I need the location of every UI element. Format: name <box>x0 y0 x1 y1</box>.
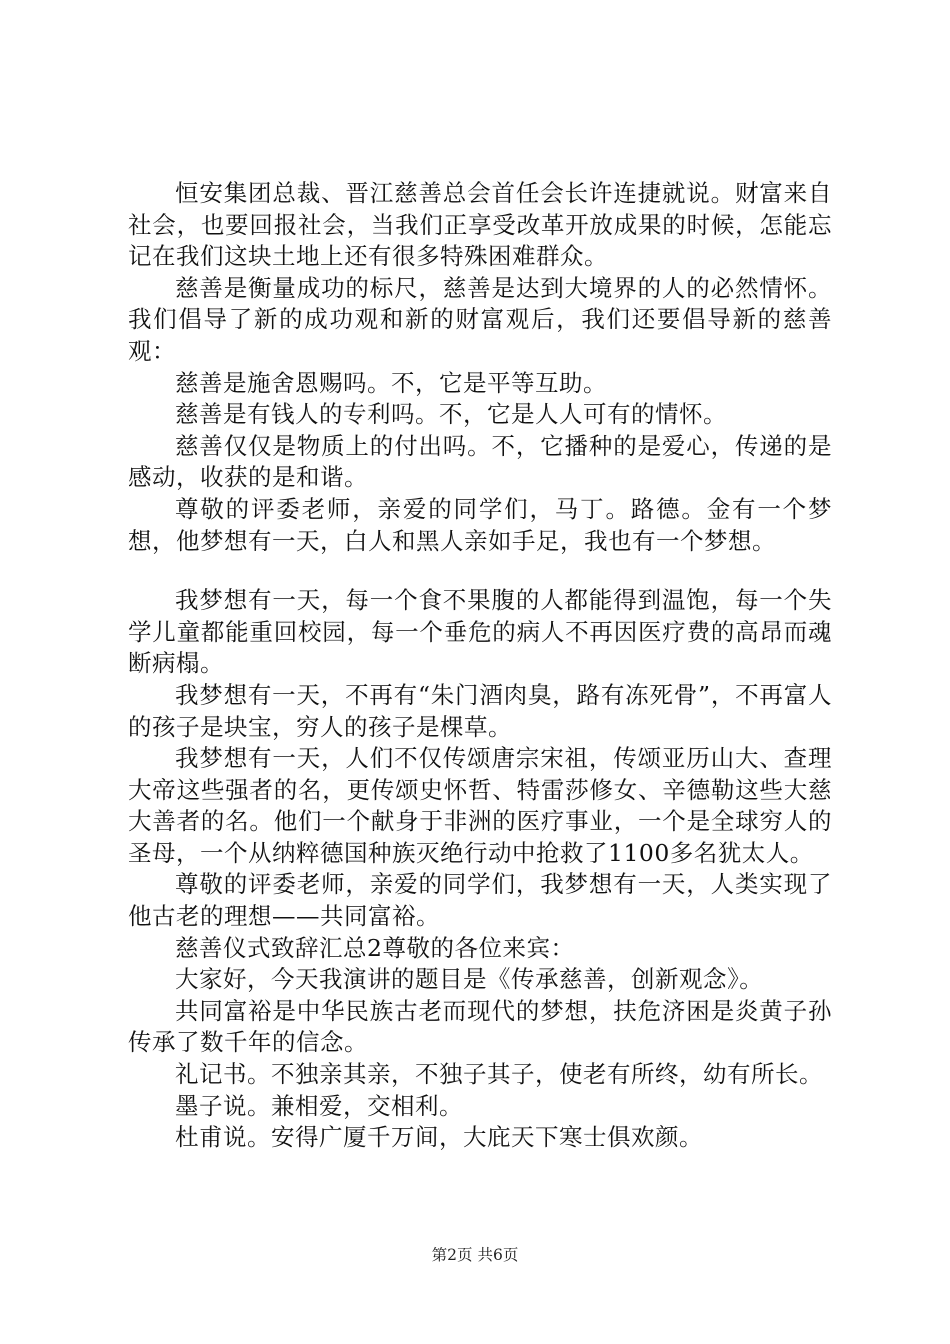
paragraph: 慈善是衡量成功的标尺，慈善是达到大境界的人的必然情怀。我们倡导了新的成功观和新的财富观后，我们还要倡导新的慈善观： <box>128 273 832 365</box>
paragraph: 慈善是施舍恩赐吗。不，它是平等互助。 <box>175 368 607 397</box>
paragraph: 我梦想有一天，不再有“朱门酒肉臭，路有冻死骨”，不再富人的孩子是块宝，穷人的孩子是棵草。 <box>128 680 832 741</box>
page-number-footer: 第2页 共6页 <box>431 1246 519 1264</box>
paragraph: 大家好，今天我演讲的题目是《传承慈善，创新观念》。 <box>175 965 764 994</box>
paragraph-gap <box>128 557 832 585</box>
paragraph: 慈善是有钱人的专利吗。不，它是人人可有的情怀。 <box>175 400 727 429</box>
paragraph: 我梦想有一天，人们不仅传颂唐宗宋祖，传颂亚历山大、查理大帝这些强者的名，更传颂史怀哲、特雷莎修女、辛德勒这些大慈大善者的名。他们一个献身于非洲的医疗事业，一个是全球穷人的圣母，一个从纳粹德国种族灭绝行动中抢救了1100多名犹太人。 <box>128 744 832 867</box>
paragraph: 尊敬的评委老师，亲爱的同学们，马丁。路德。金有一个梦想，他梦想有一天，白人和黑人亲如手足，我也有一个梦想。 <box>128 494 832 555</box>
paragraph: 共同富裕是中华民族古老而现代的梦想，扶危济困是炎黄子孙传承了数千年的信念。 <box>128 996 832 1057</box>
paragraph: 我梦想有一天，每一个食不果腹的人都能得到温饱，每一个失学儿童都能重回校园，每一个垂危的病人不再因医疗费的高昂而魂断病榻。 <box>128 586 832 678</box>
paragraph: 恒安集团总裁、晋江慈善总会首任会长许连捷就说。财富来自社会，也要回报社会，当我们正享受改革开放成果的时候，怎能忘记在我们这块土地上还有很多特殊困难群众。 <box>128 179 832 271</box>
paragraph: 礼记书。不独亲其亲，不独子其子，使老有所终，幼有所长。 <box>175 1060 823 1089</box>
document-body <box>128 178 832 1154</box>
paragraph: 慈善仪式致辞汇总2尊敬的各位来宾： <box>175 933 575 962</box>
paragraph: 墨子说。兼相爱，交相利。 <box>175 1091 463 1120</box>
paragraph: 尊敬的评委老师，亲爱的同学们，我梦想有一天，人类实现了他古老的理想——共同富裕。 <box>128 870 832 931</box>
paragraph: 慈善仅仅是物质上的付出吗。不，它播种的是爱心，传递的是感动，收获的是和谐。 <box>128 431 832 492</box>
paragraph: 杜甫说。安得广厦千万间，大庇天下寒士俱欢颜。 <box>175 1123 703 1152</box>
